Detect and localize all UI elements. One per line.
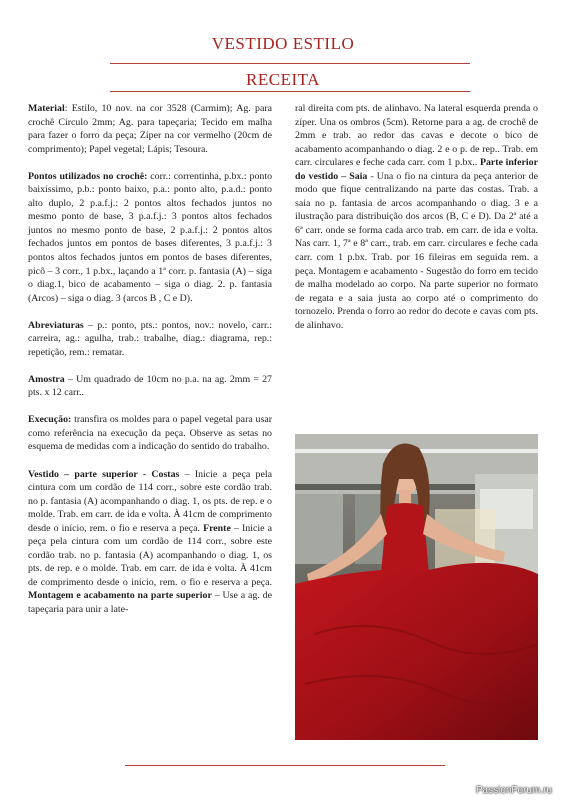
amostra-paragraph — [28, 373, 272, 400]
right-text-a: ral direita com pts. de alinhavo. Na lateral esquerda prenda o zíper. Una os ombros (5cm). Retorne para a ag. de crochê de 2mm e trab. ao redor das cavas e decote o bico de acabamento acompanhando o diag. 2 e o p. de rep.. Trab. em carr. circulares e feche cada carr. com 1 p.bx.. — [295, 103, 538, 169]
footer-divider — [125, 765, 445, 766]
execucao-paragraph — [28, 413, 272, 454]
section-title: RECEITA — [246, 70, 320, 89]
vestido-label: Vestido – parte superior - Costas — [28, 468, 180, 480]
amostra-text: – Um quadrado de 10cm no p.a. na ag. 2mm = 27 pts. x 12 carr.. — [28, 373, 272, 399]
vestido-text: – Inicie a peça pela cintura com um cordão de 114 corr., sobre este cordão trab. no p. fantasia (A) acompanhando o diag. 1, os pts. de rep. e o molde. Trab. em carr. de ida e volta. À 41cm de comprimento desde o início, rem. o fio e reserva a peça. — [28, 468, 272, 534]
montagem-text: – Use a ag. de tapeçaria para unir a late- — [28, 590, 272, 615]
amostra-label: Amostra — [28, 373, 65, 385]
left-column — [28, 102, 272, 630]
page-title: VESTIDO ESTILO — [211, 34, 355, 53]
frente-text: – Inicie a peça pela cintura com um cordão de 114 corr., sobre este cordão trab. no p. fantasia (A) acompanhando o diag. 1, os pts. de rep. e o molde. Trab. em carr. de ida e volta. À 41cm de comprimento desde o início, rem. o fio e reserva a peça. — [28, 522, 272, 588]
execucao-label: Execução: — [28, 414, 72, 426]
material-label: Material — [28, 103, 65, 114]
section-divider — [110, 91, 470, 92]
model-photo-illustration — [295, 434, 538, 740]
abreviaturas-text: – p.: ponto, pts.: pontos, nov.: novelo, carr.: carreira, ag.: agulha, trab.: trabalhe, diag.: diagrama, rep.: repetição, rem.: rematar. — [28, 319, 272, 358]
model-photo — [295, 434, 538, 740]
saia-label: Parte inferior do vestido – Saia — [295, 157, 538, 182]
vestido-paragraph — [28, 468, 272, 617]
pontos-label: Pontos utilizados no crochê: — [28, 170, 148, 182]
pontos-text: corr.: correntinha, p.bx.: ponto baixíssimo, p.b.: ponto baixo, p.a.: ponto alto, p.a.d.: ponto alto duplo, 2 p.a.f.j.: 2 pontos altos fechados juntos no mesmo ponto de base, 3 p.a.f.j.: 3 pontos altos fechados juntos no mesmo ponto de base, 2 p.a.f.j.: 2 pontos altos fechados juntos em pontos de bases diferentes, 3 p.a.f.j.: 3 pontos altos fechados juntos em pontos de bases diferentes, picô – 3 corr., 1 p.bx., laçando a 1ª corr. p. fantasia (A) – siga o diag.1, bico de acabamento – siga o diag. 2. p. fantasia (Arcos) – siga o diag. 3 (arcos B , C e D). — [28, 170, 273, 304]
abreviaturas-label: Abreviaturas — [28, 319, 84, 331]
pontos-paragraph — [28, 170, 272, 305]
montagem-label: Montagem e acabamento na parte superior — [28, 590, 212, 602]
frente-label: Frente — [203, 522, 231, 534]
abreviaturas-paragraph — [28, 319, 272, 360]
title-divider — [110, 63, 470, 64]
watermark: PassionForum.ru — [475, 785, 552, 796]
right-column — [295, 102, 538, 346]
execucao-text: transfira os moldes para o papel vegetal para usar como referência na execução da peça. Observe as setas no esquema de medidas com a indicação do sentido do trabalho. — [28, 414, 272, 453]
right-text-b: - Una o fio na cintura da peça anterior de modo que fique centralizando na parte das costas. Trab. a saia no p. fantasia de arcos acompanhando o diag. 3 e a ilustração para distribuição dos arcos (B, C e D). Da 2ª até a 6ª carr. onde se forma cada arco trab. em carr. de ida e volta. Nas carr. 1, 7ª e 8ª carr., trab. em carr. circulares e feche cada carr. com 1 p.bx. Trab. por 16 fileiras em seguida rem. a peça. Montagem e acabamento - Sugestão do forro em tecido de malha modelado ao corpo. Na parte superior no formato de regata e a saia justa ao corpo até o comprimento do tornozelo. Prenda o forro ao redor do decote e cavas com pts. de alinhavo. — [295, 170, 538, 331]
right-paragraph — [295, 102, 538, 332]
material-text: : Estilo, 10 nov. na cor 3528 (Carmim); Ag. para crochê Círculo 2mm; Ag. para tapeçaria; Tecido em malha para fazer o forro da peça; Zíper na cor vermelho (20cm de comprimento); Papel vegetal; Lápis; Tesoura. — [28, 103, 272, 155]
material-paragraph — [28, 102, 272, 156]
